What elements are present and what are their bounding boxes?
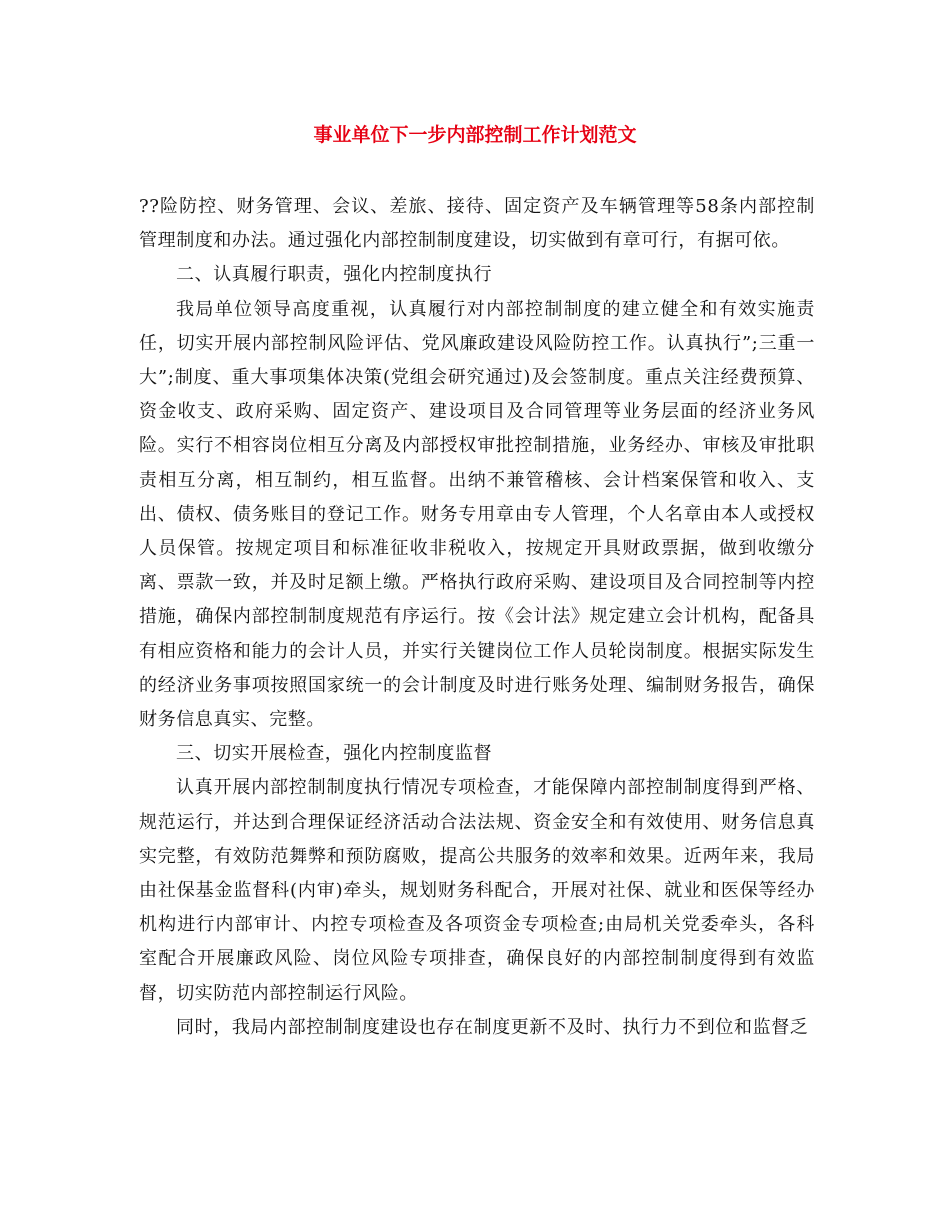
section-heading-2: 二、认真履行职责，强化内控制度执行 bbox=[176, 264, 493, 286]
section-heading-3: 三、切实开展检查，强化内控制度监督 bbox=[176, 743, 493, 765]
paragraph-shortcomings: 同时，我局内部控制制度建设也存在制度更新不及时、执行力不到位和监督乏 bbox=[176, 1016, 809, 1038]
paragraph-supervision: 认真开展内部控制制度执行情况专项检查，才能保障内部控制制度得到严格、规范运行，并达到合理保证经济活动合法法规、资金安全和有效使用、财务信息真实完整，有效防范舞弊和预防腐败，提高公共服务的效率和效果。近两年来，我局由社保基金监督科(内审)牵头，规划财务科配合，开展对社保、就业和医保等经办机构进行内部审计、内控专项检查及各项资金专项检查;由局机关党委牵头，各科室配合开展廉政风险、岗位风险专项排查，确保良好的内部控制制度得到有效监督，切实防范内部控制运行风险。 bbox=[139, 777, 815, 1004]
document-body bbox=[139, 190, 815, 1045]
document-title: 事业单位下一步内部控制工作计划范文 bbox=[313, 124, 637, 146]
paragraph-execution: 我局单位领导高度重视，认真履行对内部控制制度的建立健全和有效实施责任，切实开展内部控制风险评估、党风廉政建设风险防控工作。认真执行”;三重一大”;制度、重大事项集体决策(党组会研究通过)及会签制度。重点关注经费预算、资金收支、政府采购、固定资产、建设项目及合同管理等业务层面的经济业务风险。实行不相容岗位相互分离及内部授权审批控制措施，业务经办、审核及审批职责相互分离，相互制约，相互监督。出纳不兼管稽核、会计档案保管和收入、支出、债权、债务账目的登记工作。财务专用章由专人管理，个人名章由本人或授权人员保管。按规定项目和标准征收非税收入，按规定开具财政票据，做到收缴分离、票款一致，并及时足额上缴。严格执行政府采购、建设项目及合同控制等内控措施，确保内部控制制度规范有序运行。按《会计法》规定建立会计机构，配备具有相应资格和能力的会计人员，并实行关键岗位工作人员轮岗制度。根据实际发生的经济业务事项按照国家统一的会计制度及时进行账务处理、编制财务报告，确保财务信息真实、完整。 bbox=[139, 298, 815, 731]
paragraph-continuation: ??险防控、财务管理、会议、差旅、接待、固定资产及车辆管理等58条内部控制管理制度和办法。通过强化内部控制制度建设，切实做到有章可行，有据可依。 bbox=[139, 196, 815, 252]
